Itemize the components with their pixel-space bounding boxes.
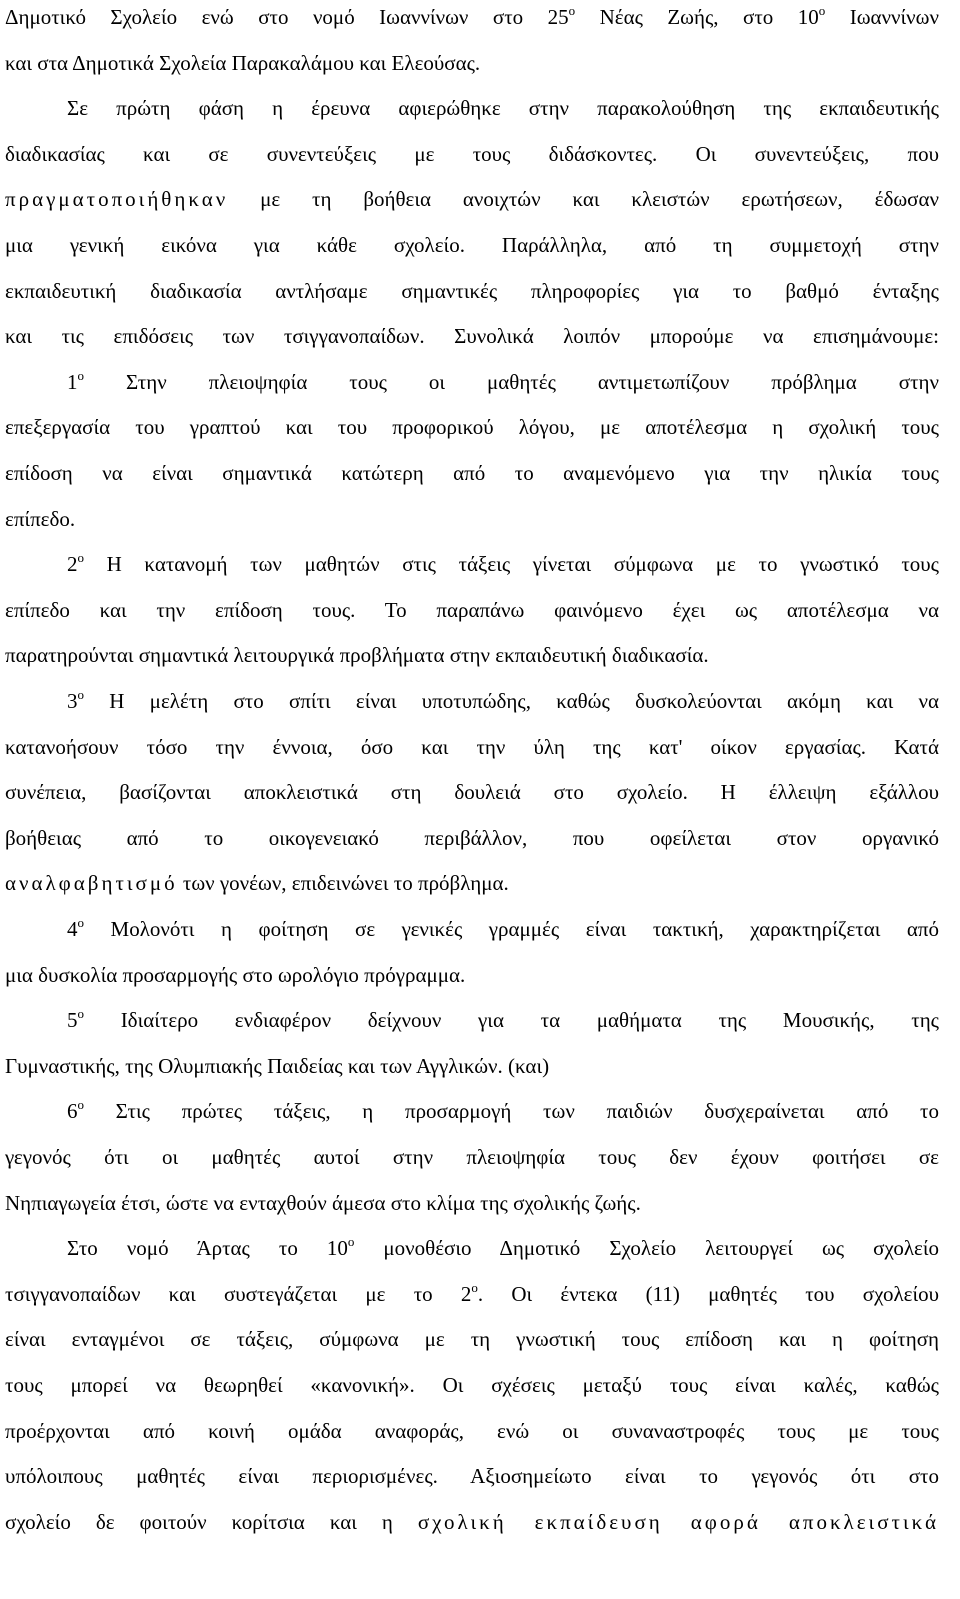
text-line — [5, 321, 939, 351]
ordinal-superscript: ο — [471, 1279, 478, 1295]
text-line — [67, 686, 939, 716]
text-segment: παρατηρούνται σημαντικά λειτουργικά προβλήματα στην εκπαιδευτική διαδικασία. — [5, 643, 709, 668]
text-line — [5, 1507, 939, 1537]
ordinal-superscript: ο — [77, 550, 84, 566]
text-segment: Στο νομό Άρτας το 10 — [67, 1236, 348, 1261]
text-segment: μια γενική εικόνα για κάθε σχολείο. Παράλληλα, από τη συμμετοχή στην — [5, 233, 939, 257]
text-segment: των γονέων, επιδεινώνει το πρόβλημα. — [177, 871, 509, 896]
text-line — [67, 1233, 939, 1263]
text-segment: Η κατανομή των μαθητών στις τάξεις γίνεται σύμφωνα με το γνωστικό τους — [84, 552, 939, 577]
text-segment: Στην πλειοψηφία τους οι μαθητές αντιμετωπίζουν πρόβλημα στην — [84, 369, 939, 394]
text-segment: εκπαιδευτική διαδικασία αντλήσαμε σημαντικές πληροφορίες για το βαθμό ένταξης — [5, 278, 939, 303]
text-segment: προέρχονται από κοινή ομάδα αναφοράς, ενώ οι συναναστροφές τους με τους — [5, 1418, 939, 1443]
text-line — [5, 595, 939, 625]
ordinal-superscript: ο — [77, 1097, 84, 1113]
text-segment: 2 — [67, 552, 78, 577]
text-line — [5, 48, 939, 78]
text-segment: 6 — [67, 1099, 78, 1124]
text-segment: κατανοήσουν τόσο την έννοια, όσο και την ύλη της κατ' οίκον εργασίας. Κατά — [5, 734, 939, 759]
text-segment: μια δυσκολία προσαρμογής στο ωρολόγιο πρόγραμμα. — [5, 962, 466, 987]
text-line — [67, 1005, 939, 1035]
text-segment: Ιδιαίτερο ενδιαφέρον δείχνουν για τα μαθήματα της Μουσικής, της — [84, 1008, 939, 1033]
text-segment: Σε πρώτη φάση η έρευνα αφιερώθηκε στην παρακολούθηση της εκπαιδευτικής — [67, 96, 939, 121]
text-line — [5, 276, 939, 306]
ordinal-superscript: ο — [77, 1006, 84, 1022]
text-line — [5, 504, 939, 534]
text-segment: υπόλοιπους μαθητές είναι περιορισμένες. Αξιοσημείωτο είναι το γεγονός ότι στο — [5, 1464, 939, 1489]
text-segment: με τη βοήθεια ανοιχτών και κλειστών ερωτήσεων, έδωσαν — [228, 187, 939, 212]
text-segment: σχολείο δε φοιτούν κορίτσια και η — [5, 1509, 418, 1534]
text-line — [5, 412, 939, 442]
text-segment: . Οι έντεκα (11) μαθητές του σχολείου — [477, 1281, 940, 1306]
ordinal-superscript: ο — [568, 3, 576, 18]
text-segment: βοήθειας από το οικογενειακό περιβάλλον, που οφείλεται στον οργανικό — [5, 825, 939, 850]
text-line — [5, 960, 939, 990]
text-segment: διαδικασίας και σε συνεντεύξεις με τους διδάσκοντες. Οι συνεντεύξεις, που — [5, 141, 939, 166]
text-segment: Νηπιαγωγεία έτσι, ώστε να ενταχθούν άμεσα στο κλίμα της σχολικής ζωής. — [5, 1190, 641, 1215]
text-line — [67, 93, 939, 123]
text-line — [5, 139, 939, 169]
text-segment: Η μελέτη στο σπίτι είναι υποτυπώδης, καθώς δυσκολεύονται ακόμη και να — [84, 689, 939, 713]
text-segment: πραγματοποιήθηκαν — [5, 187, 229, 212]
text-segment: τσιγγανοπαίδων και συστεγάζεται με το 2 — [5, 1281, 472, 1306]
ordinal-superscript: ο — [77, 367, 84, 383]
text-line — [5, 1370, 939, 1400]
text-line — [5, 1142, 939, 1172]
text-line — [5, 777, 939, 807]
text-segment: επίπεδο και την επίδοση τους. Το παραπάνω φαινόμενο έχει ως αποτέλεσμα να — [5, 597, 939, 622]
text-line — [5, 868, 939, 898]
ordinal-superscript: ο — [77, 687, 84, 702]
text-segment: επίπεδο. — [5, 506, 76, 531]
text-segment: Μολονότι η φοίτηση σε γενικές γραμμές είναι τακτική, χαρακτηρίζεται από — [84, 917, 939, 941]
text-line — [5, 1416, 939, 1446]
text-line — [5, 823, 939, 853]
ordinal-superscript: ο — [347, 1234, 355, 1250]
text-line — [5, 1324, 939, 1354]
text-segment: Δημοτικό Σχολείο ενώ στο νομό Ιωαννίνων στο 25 — [5, 5, 569, 29]
text-line — [5, 230, 939, 260]
text-segment: 1 — [67, 369, 78, 394]
text-segment: επίδοση να είναι σημαντικά κατώτερη από το αναμενόμενο για την ηλικία τους — [5, 461, 939, 485]
text-segment: και στα Δημοτικά Σχολεία Παρακαλάμου και Ελεούσας. — [5, 50, 481, 75]
text-line — [5, 1279, 939, 1309]
text-segment: 4 — [67, 917, 78, 941]
text-segment: σχολική εκπαίδευση αφορά αποκλειστικά — [417, 1509, 940, 1534]
text-segment: Νέας Ζωής, στο 10 — [575, 5, 819, 29]
text-segment: συνέπεια, βασίζονται αποκλειστικά στη δουλειά στο σχολείο. Η έλλειψη εξάλλου — [5, 780, 939, 805]
text-segment: γεγονός ότι οι μαθητές αυτοί στην πλειοψηφία τους δεν έχουν φοιτήσει σε — [5, 1145, 939, 1169]
text-segment: μονοθέσιο Δημοτικό Σχολείο λειτουργεί ως σχολείο — [354, 1236, 939, 1261]
text-segment: Ιωαννίνων — [825, 5, 939, 29]
text-segment: αναλφαβητισμό — [5, 871, 178, 896]
text-line — [5, 458, 939, 488]
text-segment: 3 — [67, 689, 78, 713]
text-line — [5, 1461, 939, 1491]
text-line — [67, 914, 939, 944]
text-segment: και τις επιδόσεις των τσιγγανοπαίδων. Συνολικά λοιπόν μπορούμε να επισημάνουμε: — [5, 324, 939, 349]
text-line — [5, 1188, 939, 1218]
text-segment: Στις πρώτες τάξεις, η προσαρμογή των παιδιών δυσχεραίνεται από το — [84, 1099, 939, 1124]
text-line — [5, 1051, 939, 1081]
text-segment: Γυμναστικής, της Ολυμπιακής Παιδείας και των Αγγλικών. (και) — [5, 1053, 550, 1078]
text-segment: είναι ενταγμένοι σε τάξεις, σύμφωνα με τη γνωστική τους επίδοση και η φοίτηση — [5, 1327, 939, 1352]
ordinal-superscript: ο — [77, 915, 84, 930]
text-line — [5, 732, 939, 762]
text-line — [67, 549, 939, 579]
ordinal-superscript: ο — [818, 3, 826, 18]
text-line — [5, 2, 939, 32]
text-line — [67, 367, 939, 397]
text-segment: επεξεργασία του γραπτού και του προφορικού λόγου, με αποτέλεσμα η σχολική τους — [5, 415, 939, 440]
text-line — [5, 184, 939, 214]
text-segment: 5 — [67, 1008, 78, 1033]
text-line — [5, 640, 939, 670]
text-line — [67, 1096, 939, 1126]
text-segment: τους μπορεί να θεωρηθεί «κανονική». Οι σχέσεις μεταξύ τους είναι καλές, καθώς — [5, 1373, 939, 1397]
